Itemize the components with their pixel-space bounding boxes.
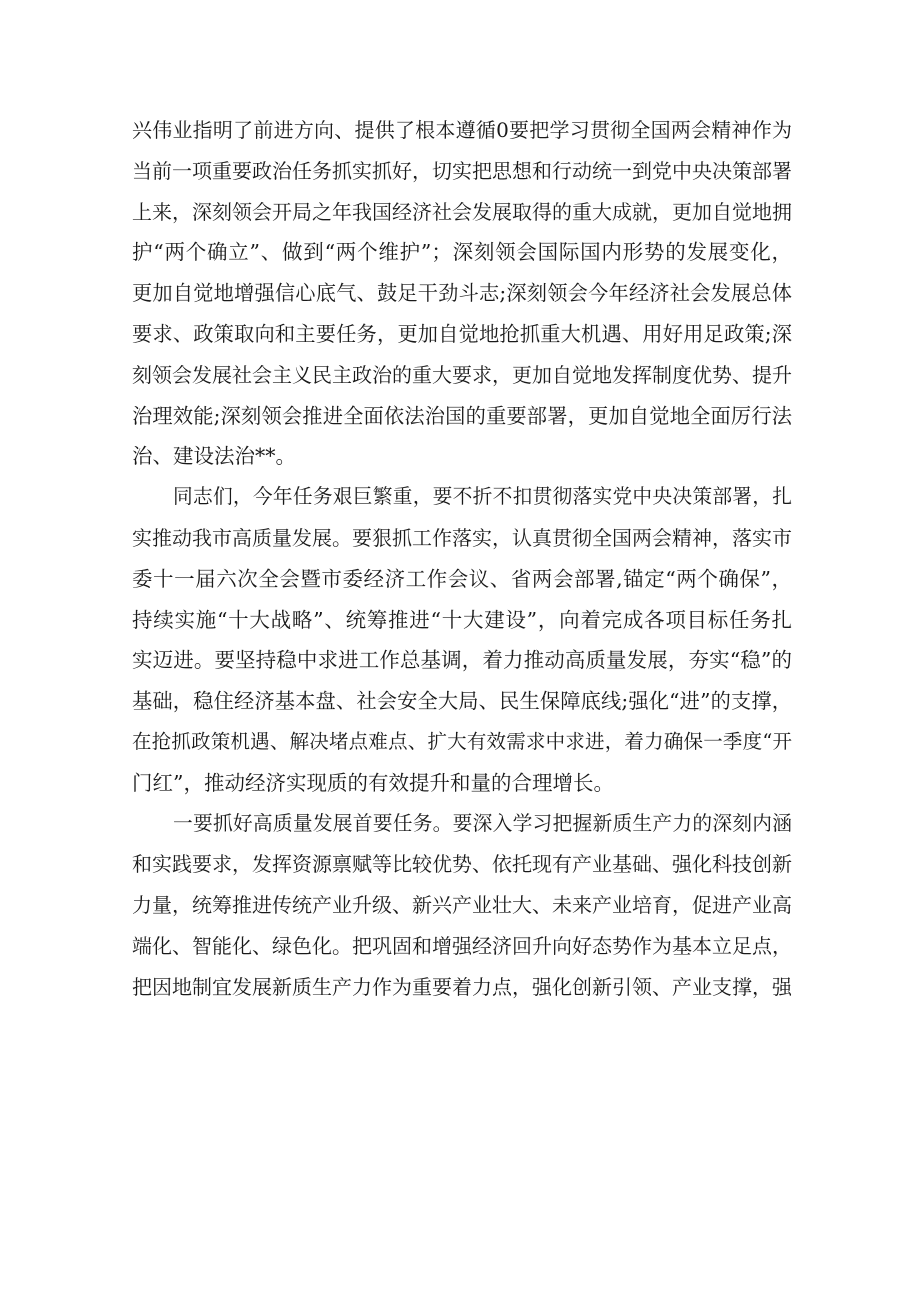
paragraph-1 <box>132 110 792 477</box>
text-line: 端化、智能化、绿色化。把巩固和增强经济回升向好态势作为基本立足点， <box>132 933 792 958</box>
text-line: 基础，稳住经济基本盘、社会安全大局、民生保障底线;强化“进”的支撑， <box>132 689 792 714</box>
text-line: 兴伟业指明了前进方向、提供了根本遵循0要把学习贯彻全国两会精神作为 <box>132 118 792 142</box>
paragraph-3 <box>132 804 792 1008</box>
text-line: 和实践要求，发挥资源禀赋等比较优势、依托现有产业基础、强化科技创新 <box>132 852 792 877</box>
text-line: 实迈进。要坚持稳中求进工作总基调，着力推动高质量发展，夯实“稳”的 <box>132 648 792 673</box>
text-line: 实推动我市高质量发展。要狠抓工作落实，认真贯彻全国两会精神，落实市 <box>132 525 792 550</box>
text-line: 更加自觉地增强信心底气、鼓足干劲斗志;深刻领会今年经济社会发展总体 <box>132 281 792 306</box>
text-line: 同志们，今年任务艰巨繁重，要不折不扣贯彻落实党中央决策部署，扎 <box>173 485 792 509</box>
text-line: 护“两个确立”、做到“两个维护”；深刻领会国际国内形势的发展变化， <box>132 240 792 265</box>
paragraph-2 <box>132 477 792 803</box>
text-line: 力量，统筹推进传统产业升级、新兴产业壮大、未来产业培育，促进产业高 <box>132 893 792 918</box>
text-line: 当前一项重要政治任务抓实抓好，切实把思想和行动统一到党中央决策部署 <box>132 158 792 183</box>
text-line: 持续实施“十大战略”、统筹推进“十大建设”，向着完成各项目标任务扎 <box>132 607 792 632</box>
text-line: 委十一届六次全会暨市委经济工作会议、省两会部署,锚定“两个确保”， <box>132 566 792 591</box>
text-line: 在抢抓政策机遇、解决堵点难点、扩大有效需求中求进，着力确保一季度“开 <box>132 729 792 753</box>
text-line: 治、建设法治**。 <box>132 444 296 469</box>
text-line: 上来，深刻领会开局之年我国经济社会发展取得的重大成就，更加自觉地拥 <box>132 199 792 224</box>
document-body <box>132 110 792 1008</box>
text-line: 刻领会发展社会主义民主政治的重大要求，更加自觉地发挥制度优势、提升 <box>132 362 792 387</box>
text-line: 治理效能;深刻领会推进全面依法治国的重要部署，更加自觉地全面厉行法 <box>132 403 792 428</box>
text-line: 把因地制宜发展新质生产力作为重要着力点，强化创新引领、产业支撑，强 <box>132 974 792 999</box>
text-line: 要求、政策取向和主要任务，更加自觉地抢抓重大机遇、用好用足政策;深 <box>132 321 792 346</box>
text-line: 一要抓好高质量发展首要任务。要深入学习把握新质生产力的深刻内涵 <box>173 811 792 835</box>
text-line: 门红”，推动经济实现质的有效提升和量的合理增长。 <box>132 770 614 795</box>
